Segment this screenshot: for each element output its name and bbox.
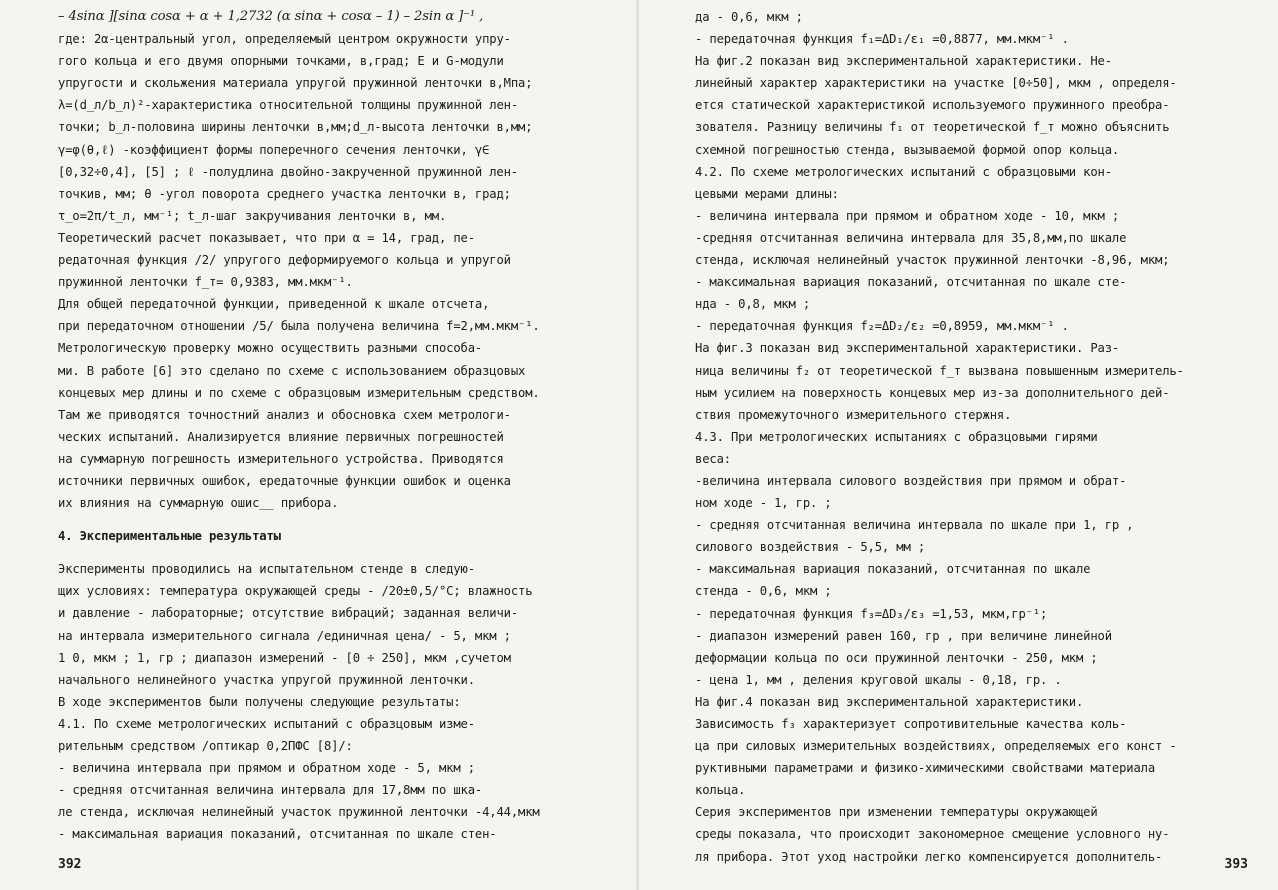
left-page-body-continued: [58, 558, 603, 845]
text-line: где: 2α-центральный угол, определяемый центром окружности упру-: [58, 32, 511, 47]
text-line: ле стенда, исключая нелинейный участок пружинной ленточки -4,44,мкм: [58, 805, 540, 820]
text-line: зователя. Разницу величины f₁ от теоретической f_т можно объяснить: [695, 120, 1170, 135]
text-line: - цена 1, мм , деления круговой шкалы - 0,18, гр. .: [695, 672, 1062, 687]
text-line: источники первичных ошибок, ередаточные функции ошибок и оценка: [58, 473, 511, 488]
text-line: стенда, исключая нелинейный участок пружинной ленточки -8,96, мкм;: [695, 253, 1170, 268]
text-line: τ_о=2π/t_л, мм⁻¹; t_л-шаг закручивания ленточки в, мм.: [58, 208, 447, 223]
text-line: На фиг.3 показан вид экспериментальной характеристики. Раз-: [695, 341, 1120, 356]
text-line: 4.3. При метрологических испытаниях с образцовыми гирями: [695, 429, 1098, 444]
text-line: да - 0,6, мкм ;: [695, 10, 803, 24]
text-line: 4.2. По схеме метрологических испытаний с образцовыми кон-: [695, 164, 1112, 179]
text-line: Там же приводятся точностний анализ и обосновка схем метрологи-: [58, 407, 511, 422]
text-line: Теоретический расчет показывает, что при α = 14, град, пе-: [58, 230, 475, 245]
text-line: - максимальная вариация показаний, отсчитанная по шкале стен-: [58, 827, 497, 842]
text-line: при передаточном отношении /5/ была получена величина f=2,мм.мкм⁻¹.: [58, 319, 540, 334]
text-line: -величина интервала силового воздействия при прямом и обрат-: [695, 473, 1127, 488]
text-line: - передаточная функция f₃=ΔD₃/ε₃ =1,53, мкм,гр⁻¹;: [695, 606, 1048, 621]
text-line: ля прибора. Этот уход настройки легко компенсируется дополнитель-: [695, 849, 1163, 864]
section-heading: 4. Экспериментальные результаты: [58, 529, 281, 544]
text-line: λ=(d_л/b_л)²-характеристика относительной толщины пружинной лен-: [58, 98, 518, 113]
text-line: точкив, мм; θ -угол поворота среднего участка ленточки в, град;: [58, 186, 511, 201]
text-line: упругости и скольжения материала упругой пружинной ленточки в,Мпа;: [58, 76, 533, 91]
text-line: Зависимость f₃ характеризует сопротивительные качества коль-: [695, 717, 1127, 731]
text-line: пружинной ленточки f_т= 0,9383, мм.мкм⁻¹.: [58, 275, 353, 290]
text-line: деформации кольца по оси пружинной ленточки - 250, мкм ;: [695, 650, 1098, 665]
text-line: Эксперименты проводились на испытательном стенде в следую-: [58, 562, 475, 577]
text-line: ца при силовых измерительных воздействиях, определяемых его конст -: [695, 739, 1177, 754]
text-line: схемной погрешностью стенда, вызываемой формой опор кольца.: [695, 142, 1120, 157]
text-line: - величина интервала при прямом и обратном ходе - 5, мкм ;: [58, 761, 475, 776]
text-line: концевых мер длины и по схеме с образцовым измерительным средством.: [58, 385, 540, 400]
text-line: - средняя отсчитанная величина интервала для 17,8мм по шка-: [58, 783, 483, 798]
text-line: На фиг.4 показан вид экспериментальной характеристики.: [695, 694, 1084, 709]
text-line: ствия промежуточного измерительного стержня.: [695, 407, 1012, 422]
text-line: - максимальная вариация показаний, отсчитанная по шкале сте-: [695, 275, 1127, 290]
text-line: - передаточная функция f₂=ΔD₂/ε₂ =0,8959, мм.мкм⁻¹ .: [695, 319, 1069, 334]
text-line: на интервала измерительного сигнала /единичная цена/ - 5, мкм ;: [58, 628, 511, 643]
text-line: нда - 0,8, мкм ;: [695, 297, 810, 312]
page-number-left: 392: [58, 857, 82, 872]
text-line: - величина интервала при прямом и обратном ходе - 10, мкм ;: [695, 208, 1120, 223]
text-line: кольца.: [695, 783, 746, 798]
right-page: [639, 0, 1278, 890]
text-line: среды показала, что происходит закономерное смещение условного ну-: [695, 827, 1170, 842]
text-line: линейный характер характеристики на участке [0÷50], мкм , определя-: [695, 76, 1177, 91]
text-line: Для общей передаточной функции, приведенной к шкале отсчета,: [58, 297, 490, 312]
text-line: и давление - лабораторные; отсутствие вибраций; заданная величи-: [58, 606, 518, 621]
text-line: – 4sinα ][sinα cosα + α + 1,2732 (α sinα + cosα – 1) – 2sin α ]⁻¹ ,: [58, 9, 484, 24]
section-gap: [58, 547, 603, 558]
page-number-right: 393: [1224, 857, 1248, 872]
text-line: на суммарную погрешность измерительного устройства. Приводятся: [58, 451, 504, 466]
text-line: - диапазон измерений равен 160, гр , при величине линейной: [695, 628, 1112, 643]
text-line: веса:: [695, 451, 731, 466]
text-line: ница величины f₂ от теоретической f_т вызвана повышенным измеритель-: [695, 363, 1184, 378]
text-line: Метрологическую проверку можно осуществить разными способа-: [58, 341, 483, 356]
text-line: В ходе экспериментов были получены следующие результаты:: [58, 694, 461, 709]
text-line: руктивными параметрами и физико-химическими свойствами материала: [695, 761, 1155, 776]
text-line: редаточная функция /2/ упругого деформируемого кольца и упругой: [58, 253, 511, 268]
text-line: гого кольца и его двумя опорными точками, в,град; E и G-модули: [58, 54, 504, 69]
text-line: силового воздействия - 5,5, мм ;: [695, 540, 925, 555]
text-line: стенда - 0,6, мкм ;: [695, 584, 832, 599]
text-line: рительным средством /оптикар 0,2ПФС [8]/:: [58, 739, 353, 753]
text-line: начального нелинейного участка упругой пружинной ленточки.: [58, 672, 475, 687]
left-page-body: [58, 6, 603, 514]
text-line: ми. В работе [6] это сделано по схеме с использованием образцовых: [58, 363, 526, 378]
text-line: ным усилием на поверхность концевых мер из-за дополнительного дей-: [695, 385, 1170, 400]
text-line: ется статической характеристикой используемого пружинного преобра-: [695, 98, 1170, 113]
text-line: цевыми мерами длины:: [695, 186, 839, 201]
text-line: - передаточная функция f₁=ΔD₁/ε₁ =0,8877, мм.мкм⁻¹ .: [695, 32, 1069, 47]
text-line: [0,32÷0,4], [5] ; ℓ -полудлина двойно-закрученной пружинной лен-: [58, 164, 518, 179]
text-line: 1 0, мкм ; 1, гр ; диапазон измерений - [0 ÷ 250], мкм ,сучетом: [58, 650, 511, 665]
text-line: - максимальная вариация показаний, отсчитанная по шкале: [695, 562, 1091, 577]
text-line: щих условиях: температура окружающей среды - /20±0,5/°C; влажность: [58, 584, 533, 599]
section-gap: [58, 514, 603, 525]
text-line: Серия экспериментов при изменении температуры окружающей: [695, 805, 1098, 820]
text-line: - средняя отсчитанная величина интервала по шкале при 1, гр ,: [695, 518, 1134, 533]
text-line: На фиг.2 показан вид экспериментальной характеристики. Не-: [695, 54, 1112, 69]
text-line: точки; b_л-половина ширины ленточки в,мм;d_л-высота ленточки в,мм;: [58, 120, 533, 135]
text-line: ческих испытаний. Анализируется влияние первичных погрешностей: [58, 429, 504, 444]
right-page-body: [695, 6, 1248, 868]
text-line: -средняя отсчитанная величина интервала для 35,8,мм,по шкале: [695, 230, 1127, 245]
text-line: их влияния на суммарную ошис__ прибора.: [58, 496, 339, 511]
text-line: ном ходе - 1, гр. ;: [695, 496, 832, 511]
text-line: 4.1. По схеме метрологических испытаний с образцовым изме-: [58, 716, 475, 731]
text-line: γ=φ(θ,ℓ) -коэффициент формы поперечного сечения ленточки, γ∈: [58, 142, 490, 157]
